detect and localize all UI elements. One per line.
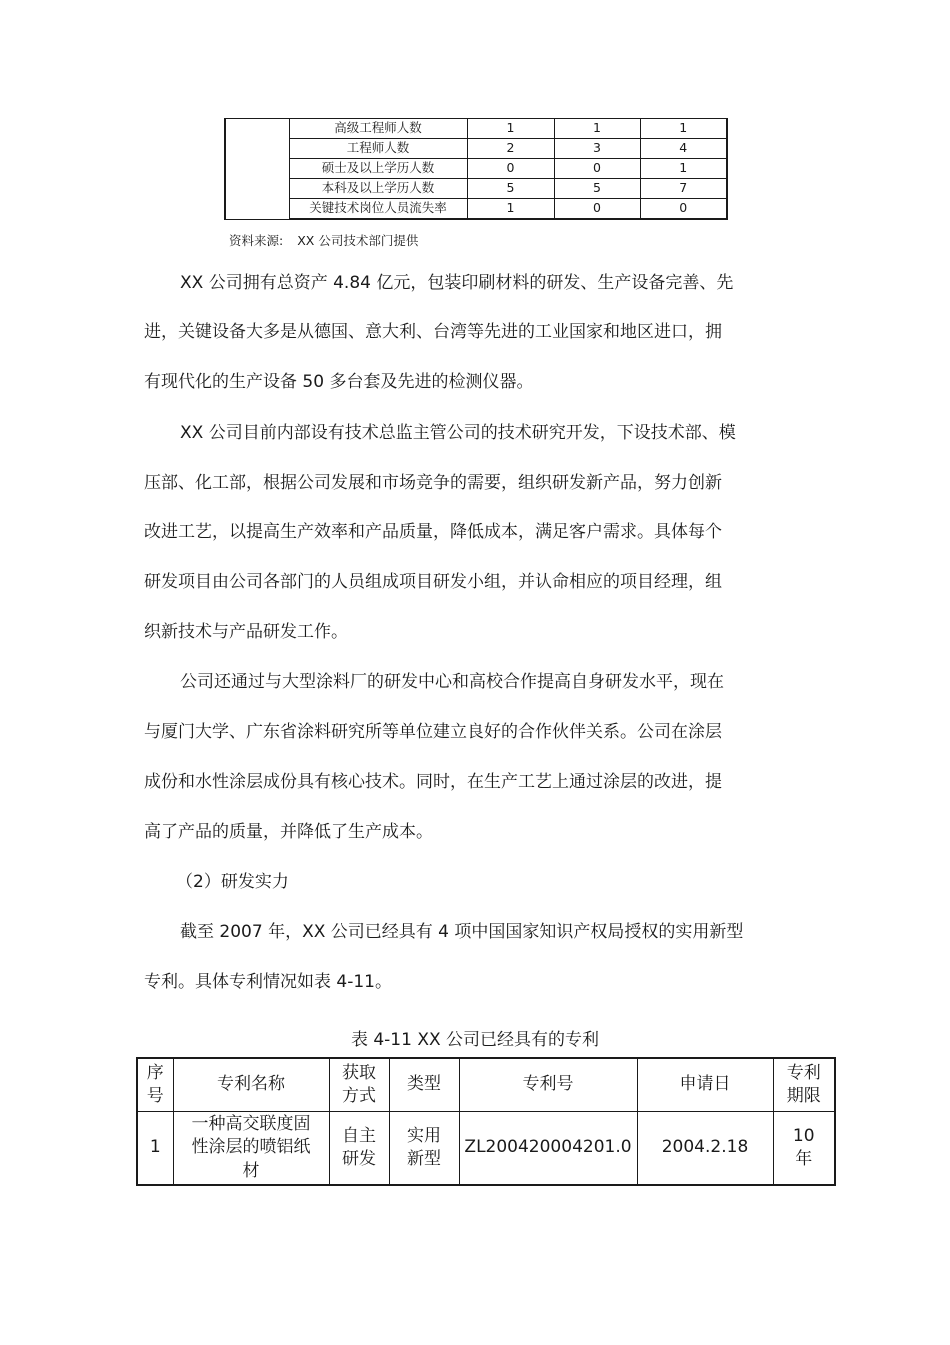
cell-type (389, 1112, 459, 1186)
header-name: 专利名称 (173, 1058, 329, 1112)
blank-category-cell (225, 119, 289, 220)
row-label: 高级工程师人数 (289, 119, 467, 139)
table-row (225, 139, 727, 159)
paragraph-line: 公司还通过与大型涂料厂的研发中心和高校合作提高自身研发水平，现在 (180, 672, 724, 692)
source-label: 资料来源: (229, 233, 284, 248)
paragraph-line: 与厦门大学、广东省涂料研究所等单位建立良好的合作伙伴关系。公司在涂层 (144, 722, 722, 742)
section-heading: （2）研发实力 (176, 872, 289, 892)
table-cell: 1 (640, 159, 727, 179)
header-text: 期限 (786, 1086, 821, 1106)
cell-text: 年 (795, 1149, 813, 1169)
header-text: 序 (146, 1062, 164, 1083)
cell-name (173, 1112, 329, 1186)
header-date: 申请日 (637, 1058, 773, 1112)
header-method (329, 1058, 389, 1112)
table-cell: 4 (640, 139, 727, 159)
table-caption: 表 4-11 XX 公司已经具有的专利 (350, 1030, 600, 1050)
cell-text: 10 (792, 1125, 815, 1146)
cell-text: 自主 (342, 1125, 376, 1146)
header-seq (137, 1058, 173, 1112)
table-cell: 3 (554, 139, 640, 159)
paragraph-line: 高了产品的质量，并降低了生产成本。 (144, 822, 433, 842)
source-text: XX 公司技术部门提供 (297, 233, 419, 248)
table-cell: 1 (640, 119, 727, 139)
table-cell: 5 (467, 179, 554, 199)
patent-table (136, 1057, 836, 1186)
cell-method (329, 1112, 389, 1186)
cell-date: 2004.2.18 (637, 1112, 773, 1186)
row-label: 关键技术岗位人员流失率 (289, 199, 467, 220)
cell-text: 一种高交联度固 (191, 1113, 311, 1134)
cell-term (773, 1112, 835, 1186)
table-cell: 0 (554, 159, 640, 179)
table-cell: 7 (640, 179, 727, 199)
staff-statistics-table (224, 118, 728, 220)
cell-text: 材 (242, 1160, 260, 1181)
paragraph-line: 有现代化的生产设备 50 多台套及先进的检测仪器。 (144, 372, 534, 392)
paragraph-line: 织新技术与产品研发工作。 (144, 622, 348, 642)
paragraph-line: 专利。具体专利情况如表 4-11。 (144, 972, 392, 992)
table-cell: 5 (554, 179, 640, 199)
table-cell: 1 (467, 119, 554, 139)
source-note (229, 231, 418, 249)
row-label: 本科及以上学历人数 (289, 179, 467, 199)
cell-text: 研发 (342, 1149, 376, 1169)
paragraph-line: 研发项目由公司各部门的人员组成项目研发小组，并认命相应的项目经理，组 (144, 572, 722, 592)
paragraph-line: 截至 2007 年，XX 公司已经具有 4 项中国国家知识产权局授权的实用新型 (180, 922, 744, 942)
table-header-row (137, 1058, 835, 1112)
cell-text: 实用 (407, 1125, 441, 1146)
cell-seq: 1 (137, 1112, 173, 1186)
row-label: 工程师人数 (289, 139, 467, 159)
header-text: 号 (146, 1086, 164, 1106)
header-number: 专利号 (459, 1058, 637, 1112)
paragraph-line: 改进工艺，以提高生产效率和产品质量，降低成本，满足客户需求。具体每个 (144, 522, 722, 542)
row-label: 硕士及以上学历人数 (289, 159, 467, 179)
table-cell: 0 (554, 199, 640, 220)
header-type: 类型 (389, 1058, 459, 1112)
table-cell: 1 (467, 199, 554, 220)
table-cell: 0 (640, 199, 727, 220)
table-cell: 2 (467, 139, 554, 159)
table-cell: 1 (554, 119, 640, 139)
table-row (225, 199, 727, 220)
paragraph-line: 压部、化工部，根据公司发展和市场竞争的需要，组织研发新产品，努力创新 (144, 473, 722, 493)
table-row (225, 179, 727, 199)
cell-number: ZL200420004201.0 (459, 1112, 637, 1186)
table-row (137, 1112, 835, 1186)
header-text: 方式 (342, 1086, 376, 1106)
paragraph-line: XX 公司拥有总资产 4.84 亿元，包装印刷材料的研发、生产设备完善、先 (180, 273, 734, 293)
cell-text: 新型 (407, 1149, 441, 1169)
table-row (225, 159, 727, 179)
paragraph-line: 成份和水性涂层成份具有核心技术。同时，在生产工艺上通过涂层的改进，提 (144, 772, 722, 792)
cell-text: 性涂层的喷铝纸 (191, 1137, 311, 1158)
table-cell: 0 (467, 159, 554, 179)
paragraph-line: 进，关键设备大多是从德国、意大利、台湾等先进的工业国家和地区进口，拥 (144, 322, 722, 342)
header-term (773, 1058, 835, 1112)
header-text: 获取 (342, 1062, 376, 1083)
table-row (225, 119, 727, 139)
header-text: 专利 (786, 1062, 821, 1083)
paragraph-line: XX 公司目前内部设有技术总监主管公司的技术研究开发，下设技术部、模 (180, 423, 736, 443)
